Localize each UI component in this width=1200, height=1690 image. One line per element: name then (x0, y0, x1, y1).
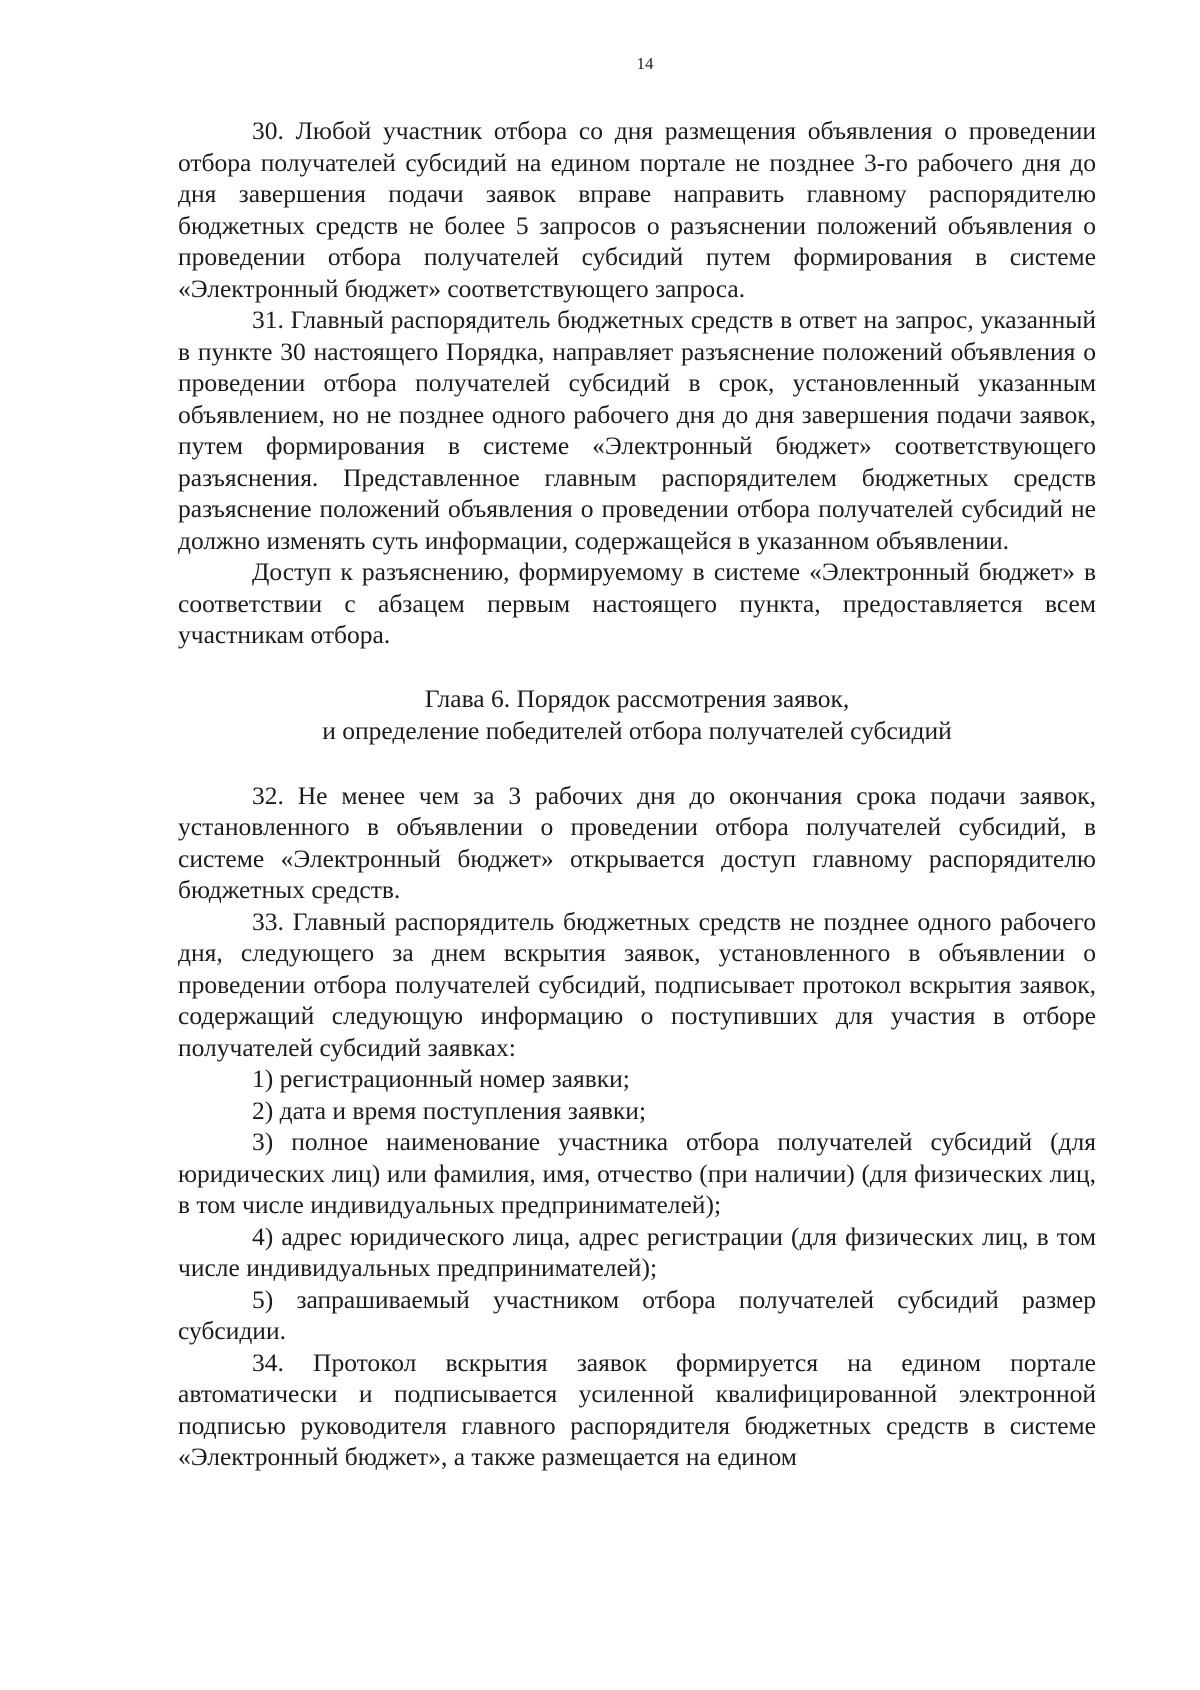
paragraph-32: 32. Не менее чем за 3 рабочих дня до окончания срока подачи заявок, установленного в объявлении о проведении отбора получателей субсидий, в системе «Электронный бюджет» открывается доступ главному распорядителю бюджетных средств. (178, 780, 1096, 904)
document-body (178, 115, 1096, 1473)
list-item-2: 2) дата и время поступления заявки; (252, 1095, 647, 1125)
list-item-4: 4) адрес юридического лица, адрес регистрации (для физических лиц, в том числе индивидуальных предпринимателей); (178, 1221, 1096, 1282)
paragraph-30: 30. Любой участник отбора со дня размещения объявления о проведении отбора получателей субсидий на едином портале не позднее 3-го рабочего дня до дня завершения подачи заявок вправе направить главному распорядителю бюджетных средств не более 5 запросов о разъяснении положений объявления о проведении отбора получателей субсидий путем формирования в системе «Электронный бюджет» соответствующего запроса. (178, 116, 1096, 303)
list-item-1: 1) регистрационный номер заявки; (252, 1064, 630, 1093)
chapter-heading (178, 683, 1096, 747)
paragraph-31-access: Доступ к разъяснению, формируемому в системе «Электронный бюджет» в соответствии с абзацем первым настоящего пункта, предоставляется всем участникам отбора. (178, 557, 1096, 649)
page-number: 14 (636, 54, 654, 73)
chapter-heading-line-1: Глава 6. Порядок рассмотрения заявок, (424, 683, 850, 713)
list-item-3: 3) полное наименование участника отбора получателей субсидий (для юридических лиц) или фамилия, имя, отчество (при наличии) (для физических лиц, в том числе индивидуальных предпринимателей); (178, 1127, 1096, 1219)
paragraph-33: 33. Главный распорядитель бюджетных средств не позднее одного рабочего дня, следующего за днем вскрытия заявок, установленного в объявлении о проведении отбора получателей субсидий, подписывает протокол вскрытия заявок, содержащий следующую информацию о поступивших для участия в отборе получателей субсидий заявках: (178, 906, 1096, 1062)
list-item-5: 5) запрашиваемый участником отбора получателей субсидий размер субсидии. (178, 1284, 1096, 1345)
paragraph-31: 31. Главный распорядитель бюджетных средств в ответ на запрос, указанный в пункте 30 настоящего Порядка, направляет разъяснение положений объявления о проведении отбора получателей субсидий в срок, установленный указанным объявлением, но не позднее одного рабочего дня до дня завершения подачи заявок, путем формирования в системе «Электронный бюджет» соответствующего разъяснения. Представленное главным распорядителем бюджетных средств разъяснение положений объявления о проведении отбора получателей субсидий не должно изменять суть информации, содержащейся в указанном объявлении. (178, 305, 1096, 555)
paragraph-34: 34. Протокол вскрытия заявок формируется на едином портале автоматически и подписывается усиленной квалифицированной электронной подписью руководителя главного распорядителя бюджетных средств в системе «Электронный бюджет», а также размещается на едином (178, 1347, 1096, 1471)
chapter-heading-line-2: и определение победителей отбора получателей субсидий (322, 715, 952, 745)
